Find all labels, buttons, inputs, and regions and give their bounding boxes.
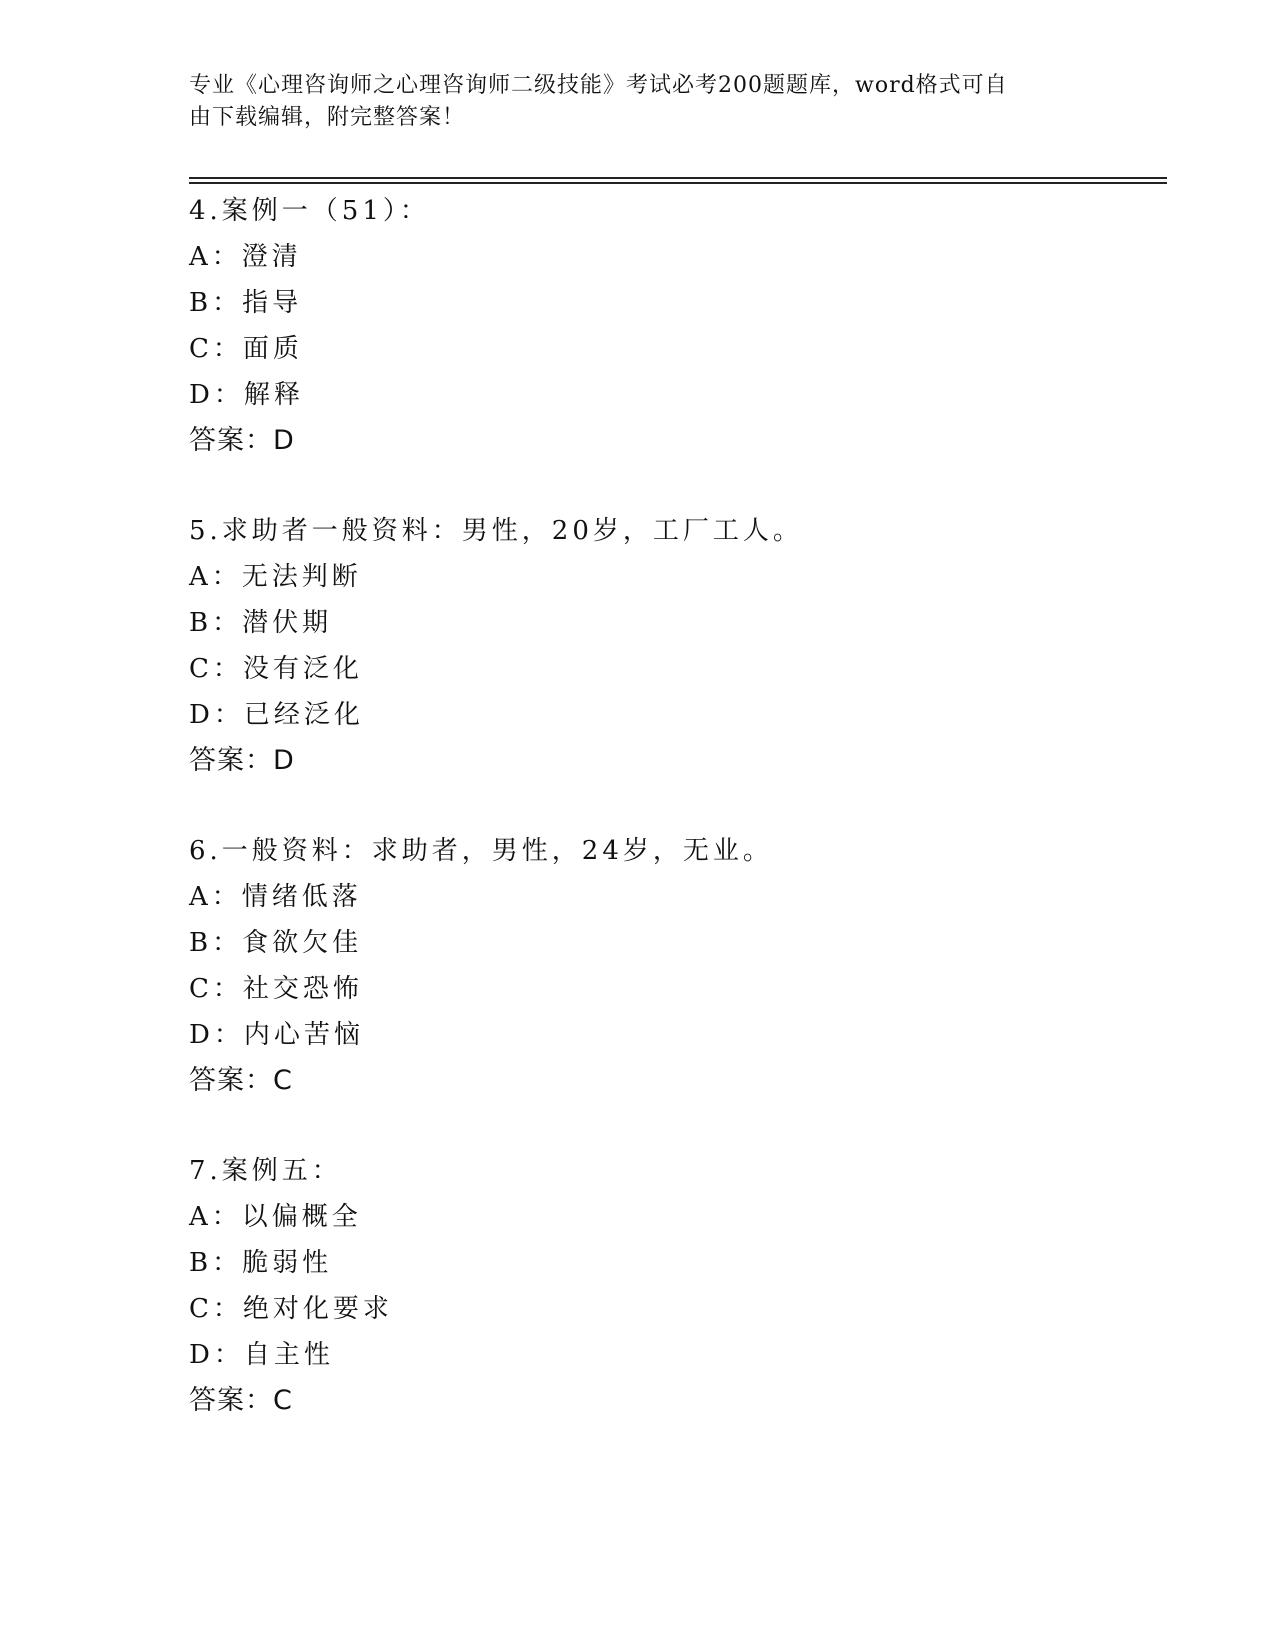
question-block	[189, 188, 1149, 464]
option-c: C：绝对化要求	[189, 1294, 393, 1324]
header-line-1: 专业《心理咨询师之心理咨询师二级技能》考试必考200题题库，word格式可自	[189, 73, 1008, 98]
option-b: B：食欲欠佳	[189, 928, 363, 958]
option-c: C：面质	[189, 334, 303, 364]
question-stem: 7.案例五：	[189, 1156, 342, 1186]
document-header	[189, 70, 1069, 134]
option-b: B：脆弱性	[189, 1248, 333, 1278]
header-divider-bottom	[189, 182, 1167, 184]
question-block	[189, 828, 1149, 1104]
question-block	[189, 508, 1149, 784]
option-a: A：无法判断	[189, 562, 362, 592]
option-d: D：解释	[189, 380, 304, 410]
header-divider-top	[189, 177, 1167, 179]
option-a: A：情绪低落	[189, 882, 362, 912]
answer-line: 答案：D	[189, 425, 295, 456]
answer-line: 答案：D	[189, 745, 295, 776]
answer-line: 答案：C	[189, 1065, 293, 1096]
option-d: D：已经泛化	[189, 700, 364, 730]
option-a: A：澄清	[189, 242, 302, 272]
option-d: D：自主性	[189, 1340, 334, 1370]
question-block	[189, 1148, 1149, 1424]
option-d: D：内心苦恼	[189, 1020, 364, 1050]
question-stem: 4.案例一（51）：	[189, 196, 430, 226]
option-b: B：潜伏期	[189, 608, 333, 638]
answer-line: 答案：C	[189, 1385, 293, 1416]
header-line-2: 由下载编辑，附完整答案！	[189, 105, 466, 130]
option-b: B：指导	[189, 288, 303, 318]
option-c: C：没有泛化	[189, 654, 363, 684]
option-a: A：以偏概全	[189, 1202, 362, 1232]
question-stem: 5.求助者一般资料：男性，20岁，工厂工人。	[189, 516, 803, 546]
option-c: C：社交恐怖	[189, 974, 363, 1004]
question-stem: 6.一般资料：求助者，男性，24岁，无业。	[189, 836, 773, 866]
